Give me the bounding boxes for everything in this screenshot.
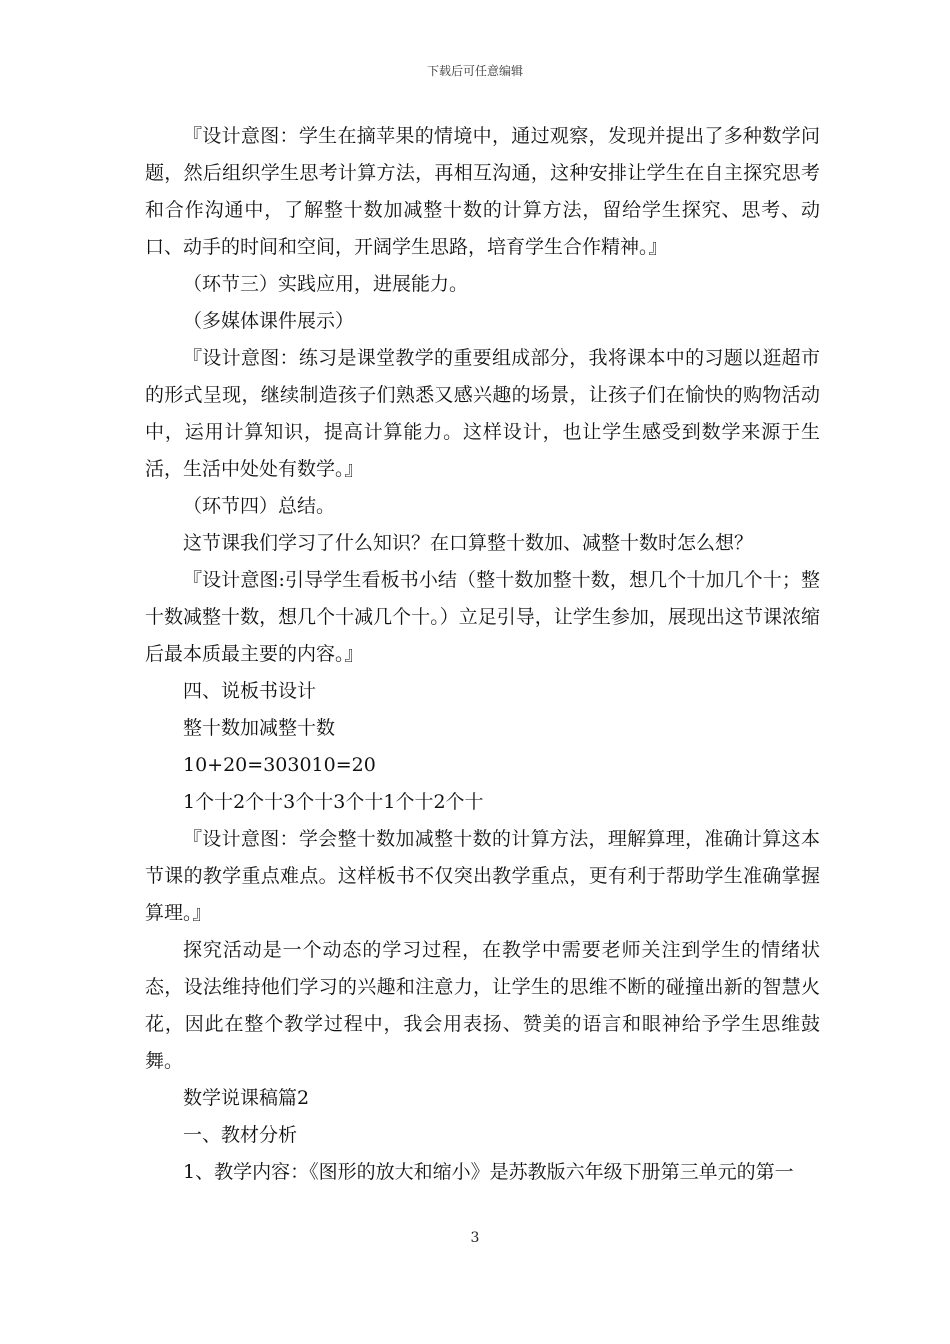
page-number: 3	[470, 1230, 480, 1246]
board-title: 整十数加减整十数	[183, 717, 336, 739]
article-title: 数学说课稿篇2	[183, 1087, 310, 1109]
summary-question: 这节课我们学习了什么知识？在口算整十数加、减整十数时怎么想？	[183, 532, 754, 554]
document-body	[145, 118, 820, 1191]
design-intent-paragraph: 『设计意图:引导学生看板书小结（整十数加整十数，想几个十加几个十；整十数减整十数，想几个十减几个十。）立足引导，让学生参加，展现出这节课浓缩后最本质最主要的内容。』	[145, 569, 820, 665]
teaching-content-line: 1、教学内容：《图形的放大和缩小》是苏教版六年级下册第三单元的第一	[183, 1161, 794, 1183]
board-equation: 10+20=303010=20	[183, 754, 376, 776]
design-intent-paragraph: 『设计意图：学生在摘苹果的情境中，通过观察，发现并提出了多种数学问题，然后组织学生思考计算方法，再相互沟通，这种安排让学生在自主探究思考和合作沟通中，了解整十数加减整十数的计算方法，留给学生探究、思考、动口、动手的时间和空间，开阔学生思路，培育学生合作精神。』	[145, 125, 820, 258]
section-heading-material-analysis: 一、教材分析	[183, 1124, 298, 1146]
section-heading-step-three: （环节三）实践应用，进展能力。	[183, 273, 469, 295]
section-heading-step-four: （环节四）总结。	[183, 495, 336, 517]
multimedia-note: （多媒体课件展示）	[183, 310, 355, 332]
board-tens-line: 1个十2个十3个十3个十1个十2个十	[183, 791, 484, 813]
page-header: 下载后可任意编辑	[426, 64, 523, 78]
closing-paragraph: 探究活动是一个动态的学习过程，在教学中需要老师关注到学生的情绪状态，设法维持他们学习的兴趣和注意力，让学生的思维不断的碰撞出新的智慧火花，因此在整个教学过程中，我会用表扬、赞美的语言和眼神给予学生思维鼓舞。	[145, 939, 820, 1072]
design-intent-paragraph: 『设计意图：练习是课堂教学的重要组成部分，我将课本中的习题以逛超市的形式呈现，继续制造孩子们熟悉又感兴趣的场景，让孩子们在愉快的购物活动中，运用计算知识，提高计算能力。这样设计，也让学生感受到数学来源于生活，生活中处处有数学。』	[145, 347, 820, 480]
section-heading-board-design: 四、说板书设计	[183, 680, 317, 702]
design-intent-paragraph: 『设计意图：学会整十数加减整十数的计算方法，理解算理，准确计算这本节课的教学重点难点。这样板书不仅突出教学重点，更有利于帮助学生准确掌握算理。』	[145, 828, 820, 924]
